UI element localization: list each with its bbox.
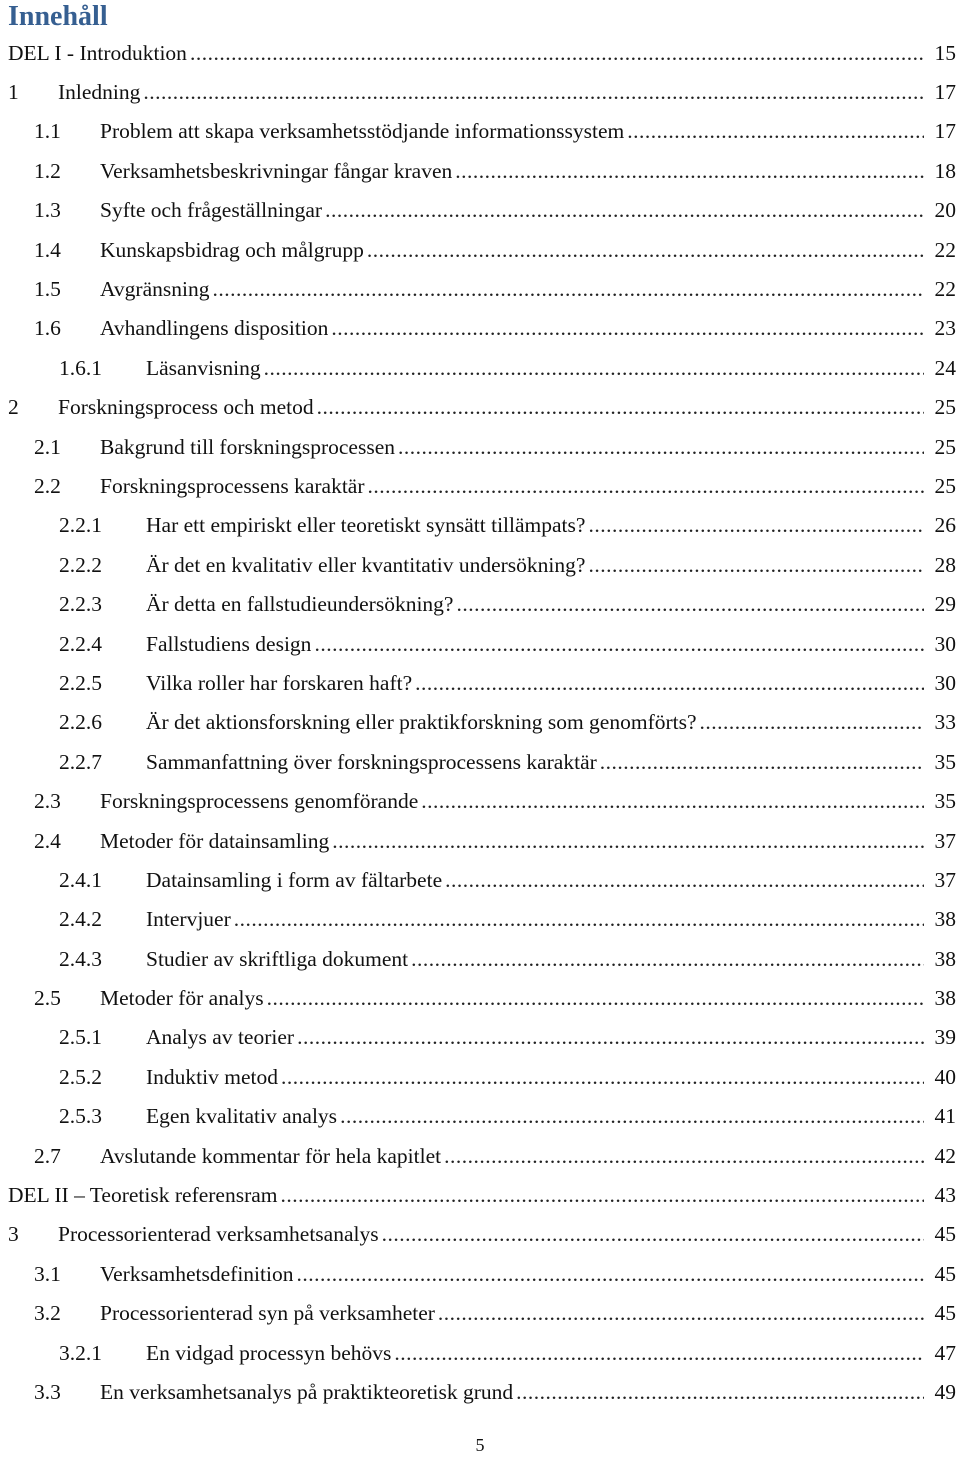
- dot-leader: [212, 276, 924, 302]
- toc-entry-page: 17: [934, 80, 956, 105]
- toc-entry-number: 2.4.3: [59, 946, 102, 971]
- toc-entry-number: 3.1: [34, 1261, 61, 1286]
- toc-entry[interactable]: [0, 821, 960, 860]
- toc-entry[interactable]: [0, 1372, 960, 1411]
- toc-entry-title: Verksamhetsdefinition: [100, 1261, 294, 1286]
- toc-entry[interactable]: [0, 1333, 960, 1372]
- dot-leader: [143, 79, 924, 105]
- toc-entry-title: Har ett empiriskt eller teoretiskt synsätt tillämpats?: [146, 513, 586, 538]
- toc-entry-title: Analys av teorier: [146, 1025, 295, 1050]
- toc-entry-page: 15: [934, 40, 956, 65]
- toc-entry-page: 29: [934, 592, 956, 617]
- dot-leader: [516, 1379, 924, 1405]
- toc-entry-title: Metoder för datainsamling: [100, 828, 330, 853]
- toc-entry-page: 37: [934, 867, 956, 892]
- toc-entry-page: 38: [934, 907, 956, 932]
- toc-entry-title: Forskningsprocessens karaktär: [100, 473, 365, 498]
- dot-leader: [317, 394, 924, 420]
- toc-entry[interactable]: [0, 466, 960, 505]
- dot-leader: [331, 315, 924, 341]
- toc-entry-page: 43: [934, 1183, 956, 1208]
- toc-entry-page: 45: [934, 1261, 956, 1286]
- toc-entry-title: Bakgrund till forskningsprocessen: [100, 434, 395, 459]
- toc-entry-title: Induktiv metod: [146, 1064, 278, 1089]
- page-number: 5: [475, 1435, 485, 1455]
- table-of-contents: [0, 33, 960, 1412]
- dot-leader: [398, 434, 924, 460]
- toc-entry[interactable]: [0, 388, 960, 427]
- toc-entry-title: Processorienterad syn på verksamheter: [100, 1301, 435, 1326]
- toc-entry-page: 28: [934, 552, 956, 577]
- toc-entry[interactable]: [0, 978, 960, 1017]
- toc-entry[interactable]: [0, 309, 960, 348]
- dot-leader: [600, 749, 924, 775]
- toc-entry-page: 30: [934, 670, 956, 695]
- toc-entry-number: 3.2: [34, 1301, 61, 1326]
- toc-entry-title: Avgränsning: [100, 277, 210, 302]
- toc-entry[interactable]: [0, 72, 960, 111]
- toc-entry[interactable]: [0, 742, 960, 781]
- toc-entry-page: 23: [934, 316, 956, 341]
- toc-entry[interactable]: [0, 1057, 960, 1096]
- toc-entry-number: 2.2.5: [59, 670, 102, 695]
- toc-entry-page: 25: [934, 434, 956, 459]
- toc-entry-number: 1.6: [34, 316, 61, 341]
- toc-entry-number: 1.3: [34, 198, 61, 223]
- toc-entry-page: 42: [934, 1143, 956, 1168]
- toc-entry[interactable]: [0, 33, 960, 72]
- toc-entry-page: 47: [934, 1340, 956, 1365]
- dot-leader: [296, 1261, 924, 1287]
- dot-leader: [234, 906, 924, 932]
- toc-entry-number: 3.3: [34, 1379, 61, 1404]
- toc-entry-number: 1.4: [34, 237, 61, 262]
- toc-entry-page: 22: [934, 237, 956, 262]
- toc-entry[interactable]: [0, 1097, 960, 1136]
- toc-entry-number: 1.1: [34, 119, 61, 144]
- toc-entry-number: 2.2.6: [59, 710, 102, 735]
- toc-entry-title: Problem att skapa verksamhetsstödjande informationssystem: [100, 119, 625, 144]
- toc-entry-page: 24: [934, 355, 956, 380]
- toc-entry-title: Läsanvisning: [146, 355, 261, 380]
- toc-entry-title: Kunskapsbidrag och målgrupp: [100, 237, 364, 262]
- toc-entry-number: 3.2.1: [59, 1340, 102, 1365]
- toc-entry-title: Intervjuer: [146, 907, 231, 932]
- dot-leader: [281, 1182, 924, 1208]
- toc-entry-number: 2.5.2: [59, 1064, 102, 1089]
- toc-entry-page: 49: [934, 1379, 956, 1404]
- toc-entry-page: 22: [934, 277, 956, 302]
- toc-entry-number: 2.4: [34, 828, 61, 853]
- dot-leader: [325, 197, 924, 223]
- dot-leader: [627, 118, 924, 144]
- toc-entry-number: 2.2.1: [59, 513, 102, 538]
- dot-leader: [588, 512, 924, 538]
- toc-entry[interactable]: [0, 1136, 960, 1175]
- toc-entry-title: DEL I - Introduktion: [8, 40, 187, 65]
- dot-leader: [332, 828, 924, 854]
- toc-entry-number: 2.2.7: [59, 749, 102, 774]
- toc-entry-title: Studier av skriftliga dokument: [146, 946, 409, 971]
- dot-leader: [700, 709, 924, 735]
- toc-entry-title: Forskningsprocessens genomförande: [100, 789, 419, 814]
- toc-entry[interactable]: [0, 427, 960, 466]
- toc-entry[interactable]: [0, 545, 960, 584]
- toc-entry[interactable]: [0, 703, 960, 742]
- toc-entry-page: 39: [934, 1025, 956, 1050]
- dot-leader: [456, 591, 924, 617]
- toc-entry-page: 18: [934, 158, 956, 183]
- dot-leader: [314, 631, 924, 657]
- toc-entry-title: Egen kvalitativ analys: [146, 1104, 338, 1129]
- toc-entry-number: 2.5: [34, 986, 61, 1011]
- toc-entry-number: 2.2.2: [59, 552, 102, 577]
- toc-entry[interactable]: [0, 269, 960, 308]
- toc-entry-number: 2.4.1: [59, 867, 102, 892]
- toc-entry[interactable]: [0, 191, 960, 230]
- toc-entry-page: 25: [934, 395, 956, 420]
- dot-leader: [445, 867, 924, 893]
- dot-leader: [438, 1300, 924, 1326]
- dot-leader: [415, 670, 924, 696]
- toc-entry-title: Avhandlingens disposition: [100, 316, 329, 341]
- toc-entry-number: 2.2.3: [59, 592, 102, 617]
- toc-entry-page: 45: [934, 1222, 956, 1247]
- toc-entry-title: Inledning: [58, 80, 141, 105]
- toc-entry-title: Datainsamling i form av fältarbete: [146, 867, 443, 892]
- dot-leader: [394, 1340, 924, 1366]
- toc-entry-page: 17: [934, 119, 956, 144]
- toc-entry[interactable]: [0, 1254, 960, 1293]
- toc-entry[interactable]: [0, 1215, 960, 1254]
- toc-entry-number: 1: [8, 80, 19, 105]
- toc-entry-number: 2: [8, 395, 19, 420]
- toc-entry-title: Verksamhetsbeskrivningar fångar kraven: [100, 158, 453, 183]
- toc-entry-page: 20: [934, 198, 956, 223]
- toc-entry-title: DEL II – Teoretisk referensram: [8, 1183, 278, 1208]
- toc-heading: Innehåll: [8, 1, 108, 32]
- toc-entry-title: En verksamhetsanalys på praktikteoretisk grund: [100, 1379, 514, 1404]
- dot-leader: [444, 1143, 924, 1169]
- dot-leader: [411, 946, 924, 972]
- toc-entry-page: 35: [934, 749, 956, 774]
- toc-entry[interactable]: [0, 939, 960, 978]
- toc-entry-number: 2.2: [34, 473, 61, 498]
- toc-entry-number: 2.4.2: [59, 907, 102, 932]
- toc-entry-page: 45: [934, 1301, 956, 1326]
- toc-entry[interactable]: [0, 900, 960, 939]
- toc-entry[interactable]: [0, 860, 960, 899]
- toc-entry-number: 1.6.1: [59, 355, 102, 380]
- toc-entry[interactable]: [0, 348, 960, 387]
- toc-entry-page: 25: [934, 473, 956, 498]
- toc-entry-number: 2.5.3: [59, 1104, 102, 1129]
- dot-leader: [588, 552, 924, 578]
- dot-leader: [382, 1221, 924, 1247]
- toc-entry-title: En vidgad processyn behövs: [146, 1340, 392, 1365]
- toc-entry[interactable]: [0, 781, 960, 820]
- dot-leader: [367, 237, 924, 263]
- toc-entry[interactable]: [0, 663, 960, 702]
- toc-entry-page: 33: [934, 710, 956, 735]
- toc-entry-number: 1.2: [34, 158, 61, 183]
- toc-entry[interactable]: [0, 112, 960, 151]
- toc-entry[interactable]: [0, 624, 960, 663]
- toc-entry-number: 2.7: [34, 1143, 61, 1168]
- toc-entry[interactable]: [0, 506, 960, 545]
- toc-entry-title: Processorienterad verksamhetsanalys: [58, 1222, 379, 1247]
- toc-entry-page: 30: [934, 631, 956, 656]
- toc-entry[interactable]: [0, 584, 960, 623]
- toc-entry-number: 3: [8, 1222, 19, 1247]
- toc-entry-title: Sammanfattning över forskningsprocessens karaktär: [146, 749, 597, 774]
- dot-leader: [368, 473, 924, 499]
- dot-leader: [267, 985, 924, 1011]
- toc-entry-title: Är det en kvalitativ eller kvantitativ undersökning?: [146, 552, 586, 577]
- toc-entry-page: 40: [934, 1064, 956, 1089]
- dot-leader: [264, 355, 924, 381]
- dot-leader: [281, 1064, 924, 1090]
- toc-entry-number: 2.3: [34, 789, 61, 814]
- toc-entry-number: 2.2.4: [59, 631, 102, 656]
- toc-entry-title: Är det aktionsforskning eller praktikforskning som genomförts?: [146, 710, 697, 735]
- toc-entry-page: 26: [934, 513, 956, 538]
- toc-entry-title: Fallstudiens design: [146, 631, 312, 656]
- toc-entry[interactable]: [0, 1294, 960, 1333]
- toc-entry[interactable]: [0, 1175, 960, 1214]
- toc-entry[interactable]: [0, 1018, 960, 1057]
- dot-leader: [455, 158, 924, 184]
- toc-entry-number: 2.1: [34, 434, 61, 459]
- toc-entry-title: Forskningsprocess och metod: [58, 395, 314, 420]
- toc-entry-page: 38: [934, 986, 956, 1011]
- dot-leader: [190, 40, 924, 66]
- toc-entry-page: 35: [934, 789, 956, 814]
- toc-entry-title: Syfte och frågeställningar: [100, 198, 323, 223]
- toc-entry-title: Avslutande kommentar för hela kapitlet: [100, 1143, 442, 1168]
- dot-leader: [340, 1103, 924, 1129]
- dot-leader: [297, 1024, 924, 1050]
- toc-entry-number: 2.5.1: [59, 1025, 102, 1050]
- toc-entry-title: Är detta en fallstudieundersökning?: [146, 592, 454, 617]
- toc-entry-number: 1.5: [34, 277, 61, 302]
- toc-entry-page: 41: [934, 1104, 956, 1129]
- toc-entry-title: Vilka roller har forskaren haft?: [146, 670, 413, 695]
- toc-entry[interactable]: [0, 151, 960, 190]
- dot-leader: [421, 788, 924, 814]
- toc-entry[interactable]: [0, 230, 960, 269]
- toc-entry-page: 37: [934, 828, 956, 853]
- toc-entry-title: Metoder för analys: [100, 986, 264, 1011]
- toc-entry-page: 38: [934, 946, 956, 971]
